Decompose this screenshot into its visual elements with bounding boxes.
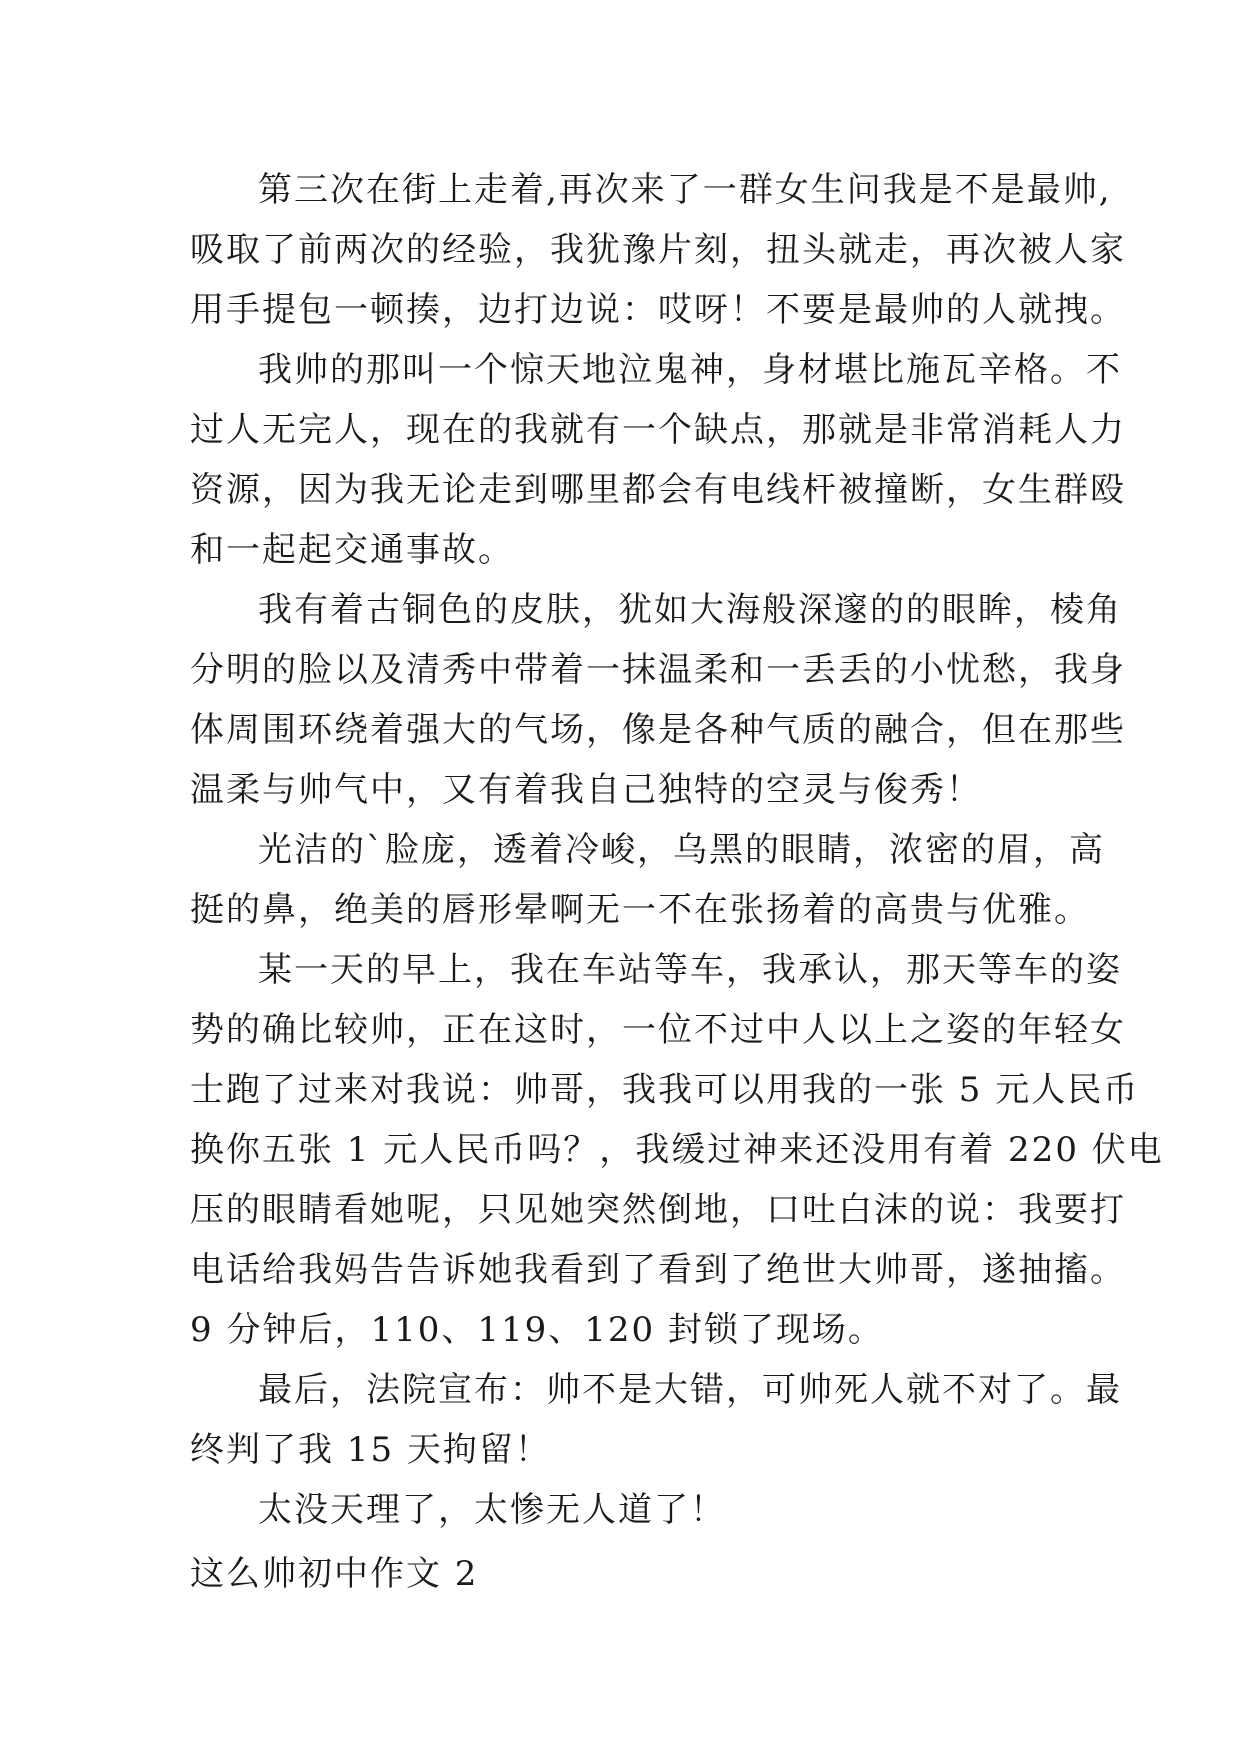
text-line: 士跑了过来对我说：帅哥，我我可以用我的一张 5 元人民币: [190, 1070, 1140, 1110]
text-line: 挺的鼻，绝美的唇形晕啊无一不在张扬着的高贵与优雅。: [190, 890, 1090, 930]
text-line: 电话给我妈告告诉她我看到了看到了绝世大帅哥，遂抽搐。: [190, 1250, 1126, 1290]
text-line: 光洁的`脸庞，透着冷峻，乌黑的眼睛，浓密的眉，高: [258, 830, 1105, 870]
text-line: 温柔与帅气中，又有着我自己独特的空灵与俊秀！: [190, 770, 982, 810]
section-heading: 这么帅初中作文 2: [190, 1554, 479, 1594]
text-line: 终判了我 15 天拘留！: [190, 1430, 551, 1470]
text-line: 吸取了前两次的经验，我犹豫片刻，扭头就走，再次被人家: [190, 230, 1126, 270]
text-line: 体周围环绕着强大的气场，像是各种气质的融合，但在那些: [190, 710, 1126, 750]
text-line: 最后，法院宣布：帅不是大错，可帅死人就不对了。最: [258, 1370, 1122, 1410]
text-line: 过人无完人，现在的我就有一个缺点，那就是非常消耗人力: [190, 410, 1126, 450]
text-line: 我帅的那叫一个惊天地泣鬼神，身材堪比施瓦辛格。不: [258, 350, 1122, 390]
text-line: 势的确比较帅，正在这时，一位不过中人以上之姿的年轻女: [190, 1010, 1126, 1050]
text-line: 资源，因为我无论走到哪里都会有电线杆被撞断，女生群殴: [190, 470, 1126, 510]
text-line: 分明的脸以及清秀中带着一抹温柔和一丢丢的小忧愁，我身: [190, 650, 1126, 690]
text-line: 太没天理了，太惨无人道了！: [258, 1490, 726, 1530]
text-line: 9 分钟后，110、119、120 封锁了现场。: [190, 1310, 884, 1350]
text-line: 和一起起交通事故。: [190, 530, 514, 570]
text-line: 压的眼睛看她呢，只见她突然倒地，口吐白沫的说：我要打: [190, 1190, 1126, 1230]
text-line: 用手提包一顿揍，边打边说：哎呀！不要是最帅的人就拽。: [190, 290, 1126, 330]
text-line: 某一天的早上，我在车站等车，我承认，那天等车的姿: [258, 950, 1122, 990]
essay-body: [190, 160, 1164, 1604]
text-line: 换你五张 1 元人民币吗？，我缓过神来还没用有着 220 伏电: [190, 1130, 1164, 1170]
text-line: 第三次在街上走着,再次来了一群女生问我是不是最帅,: [258, 170, 1112, 210]
text-line: 我有着古铜色的皮肤，犹如大海般深邃的的眼眸，棱角: [258, 590, 1122, 630]
